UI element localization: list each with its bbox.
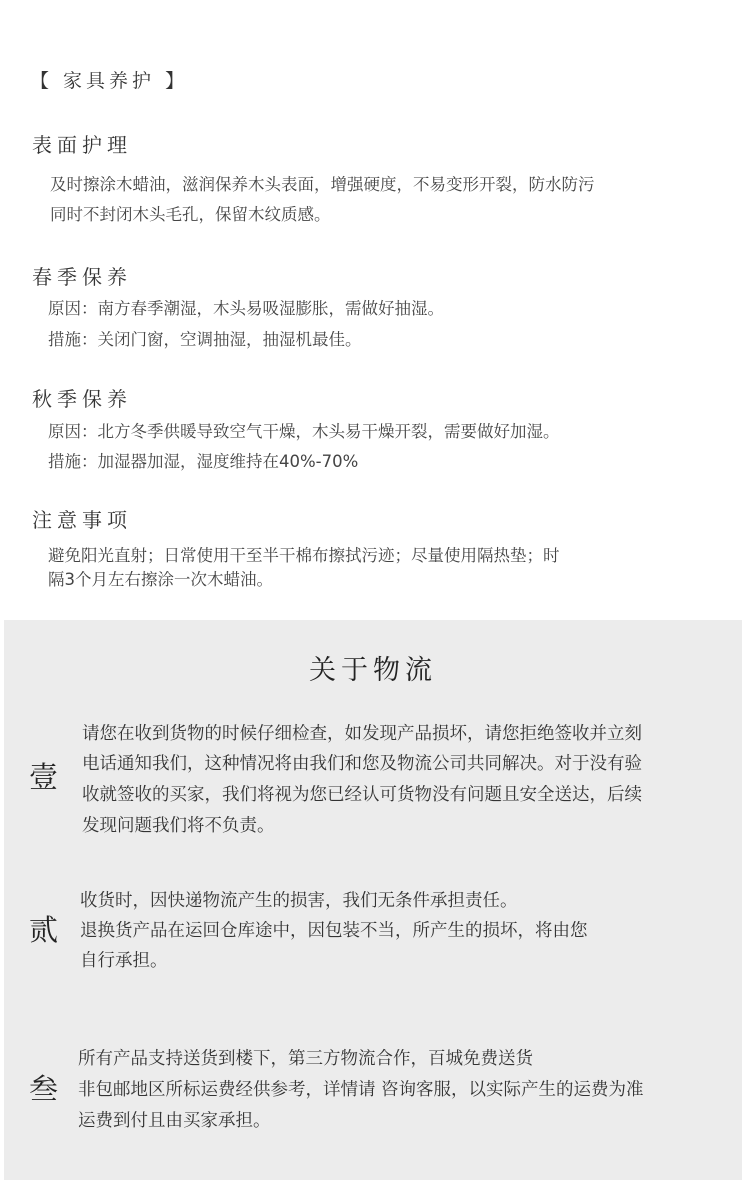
logistics-item-1-line-1: 请您在收到货物的时候仔细检查，如发现产品损坏，请您拒绝签收并立刻 [82,724,642,744]
notes-line-1: 避免阳光直射；日常使用干至半干棉布擦拭污迹；尽量使用隔热垫；时 [48,546,560,565]
notes-title: 注意事项 [32,508,132,532]
surface-care-line-2: 同时不封闭木头毛孔，保留木纹质感。 [50,205,331,224]
logistics-item-2-line-3: 自行承担。 [80,951,168,971]
logistics-item-1-line-4: 发现问题我们将不负责。 [82,816,275,836]
spring-care-line-1: 原因：南方春季潮湿，木头易吸湿膨胀，需做好抽湿。 [48,299,444,318]
logistics-section [4,620,742,1180]
logistics-item-3-line-1: 所有产品支持送货到楼下，第三方物流合作，百城免费送货 [78,1049,533,1069]
autumn-care-title: 秋季保养 [32,387,132,411]
numeral-two: 贰 [29,913,59,947]
autumn-care-line-1: 原因：北方冬季供暖导致空气干燥，木头易干燥开裂，需要做好加湿。 [48,422,560,441]
numeral-one: 壹 [29,760,59,794]
logistics-title: 关于物流 [309,655,437,686]
numeral-three: 叁 [29,1072,59,1106]
logistics-item-3-line-3: 运费到付且由买家承担。 [78,1111,271,1131]
notes-line-2: 隔3个月左右擦涂一次木蜡油。 [48,570,273,589]
surface-care-line-1: 及时擦涂木蜡油，滋润保养木头表面，增强硬度，不易变形开裂，防水防污 [50,175,595,194]
care-title: 【 家具养护 】 [30,70,189,92]
surface-care-title: 表面护理 [32,133,132,157]
logistics-item-2-line-2: 退换货产品在运回仓库途中，因包装不当，所产生的损坏，将由您 [80,921,588,941]
logistics-item-2-line-1: 收货时，因快递物流产生的损害，我们无条件承担责任。 [80,891,518,911]
autumn-care-line-2: 措施：加湿器加湿，湿度维持在40%-70% [48,452,359,471]
logistics-item-1-line-3: 收就签收的买家，我们将视为您已经认可货物没有问题且安全送达，后续 [82,785,642,805]
spring-care-line-2: 措施：关闭门窗，空调抽湿，抽湿机最佳。 [48,330,362,349]
logistics-item-3-line-2: 非包邮地区所标运费经供参考，详情请 咨询客服，以实际产生的运费为准 [78,1080,644,1100]
logistics-item-1-line-2: 电话通知我们，这种情况将由我们和您及物流公司共同解决。对于没有验 [82,754,642,774]
spring-care-title: 春季保养 [32,265,132,289]
